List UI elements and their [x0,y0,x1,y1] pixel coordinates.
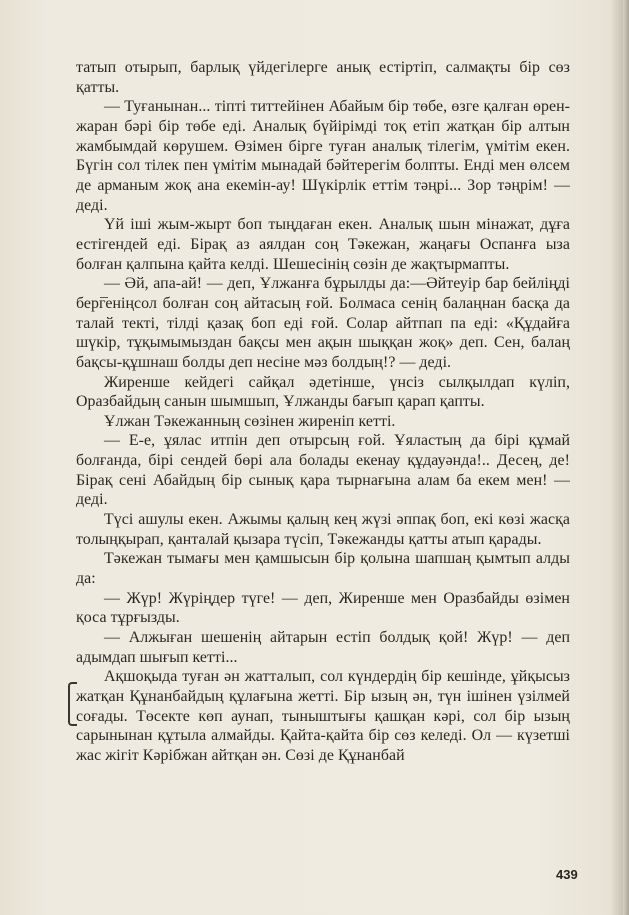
page-edge-shadow [623,0,629,915]
body-text [76,58,570,766]
paragraph: — Алжыған шешенің айтарын естіп болдық қой! Жүр! — деп адымдап шығып кетті... [76,629,570,666]
paragraph: Тәкежан тымағы мен қамшысын бір қолына шапшаң қымтып алды да: [76,550,570,588]
paragraph: Үй іші жым-жырт боп тыңдаған екен. Аналық шын мінажат, дұға естігендей еді. Бірақ аз аялдан соң Тәкежан, жаңағы Оспанға ыза болған қалпына қайта келді. Шешесінің сөзін де жақтырмапты. [76,216,570,273]
handwritten-bracket-mark [64,682,76,726]
paragraph: — Туғанынан... тіпті титтейінен Абайым бір төбе, өзге қалған өрен-жаран бәрі бір төбе еді. Аналық бүйірімді тоқ етіп жатқан бір алтын жамбымдай көрушем. Өзімен бірге туған аналық тілегім, үмітім екен. Бүгін сол тілек пен үмітім мынадай бәйтерегім болпты. Енді мен өлсем де арманым жоқ ана екемін-ау! Шүкірлік еттім тәңрі... Зор тәңрім! — деді. [76,98,570,214]
paragraph: татып отырып, барлық үйдегілерге анық естіртіп, салмақты бір сөз қатты. [76,59,570,96]
page-number: 439 [556,867,578,882]
paragraph: Жиренше кейдегі сайқал әдетінше, үнсіз сылқылдап күліп, Оразбайдың санын шымшып, Ұлжанды бағып қарап қапты. [76,373,570,411]
paragraph: Түсі ашулы екен. Ажымы қалың кең жүзі әппақ боп, екі көзі жасқа толыңқырап, қанталай қызара түсіп, Тәкежанды қатты атып қарады. [76,511,570,548]
paragraph: — Е-е, ұялас итпін деп отырсың ғой. Ұяластың да бірі құмай болғанда, бірі сендей бөрі ала болады екенау құдауәнда!.. Десең, де! Бірақ сені Абайдың бір сынық қара тырнағына алам ба екем мен! — деді. [76,432,570,509]
paragraph: — Жүр! Жүріңдер түге! — деп, Жиренше мен Оразбайды өзімен қоса тұрғызды. [76,589,570,627]
paragraph: Ақшоқыда туған ән жатталып, сол күндердің бір кешінде, ұйқысыз жатқан Құнанбайдың құлағына жетті. Бір ызың ән, түн ішінен үзілмей соғады. Төсекте көп аунап, тыныштығы қашқан кәрі, сол бір ызың сарынынан құтыла алмайды. Қайта-қайта бір сөз келеді. Ол — күзетші жас жігіт Кәрібжан айтқан ән. Сөзі де Құнанбай [76,668,570,764]
paragraph: — Әй, апа-ай! — деп, Ұлжанға бұрылды да:—Әйтеуір бар бейліңді бергеніңсол болған соң айтасың ғой. Болмаса сенің балаңнан басқа да талай текті, тілді қазақ боп еді ғой. Солар айтпап па еді: «Құдайға шүкір, тұқымымыздан бақсы мен ақын шыққан жоқ» деп. Сен, балаң бақсы-құшнаш болды деп несіне мәз болдың!? — деді. [76,275,570,371]
paragraph: Ұлжан Тәкежанның сөзінен жиреніп кетті. [104,412,396,430]
